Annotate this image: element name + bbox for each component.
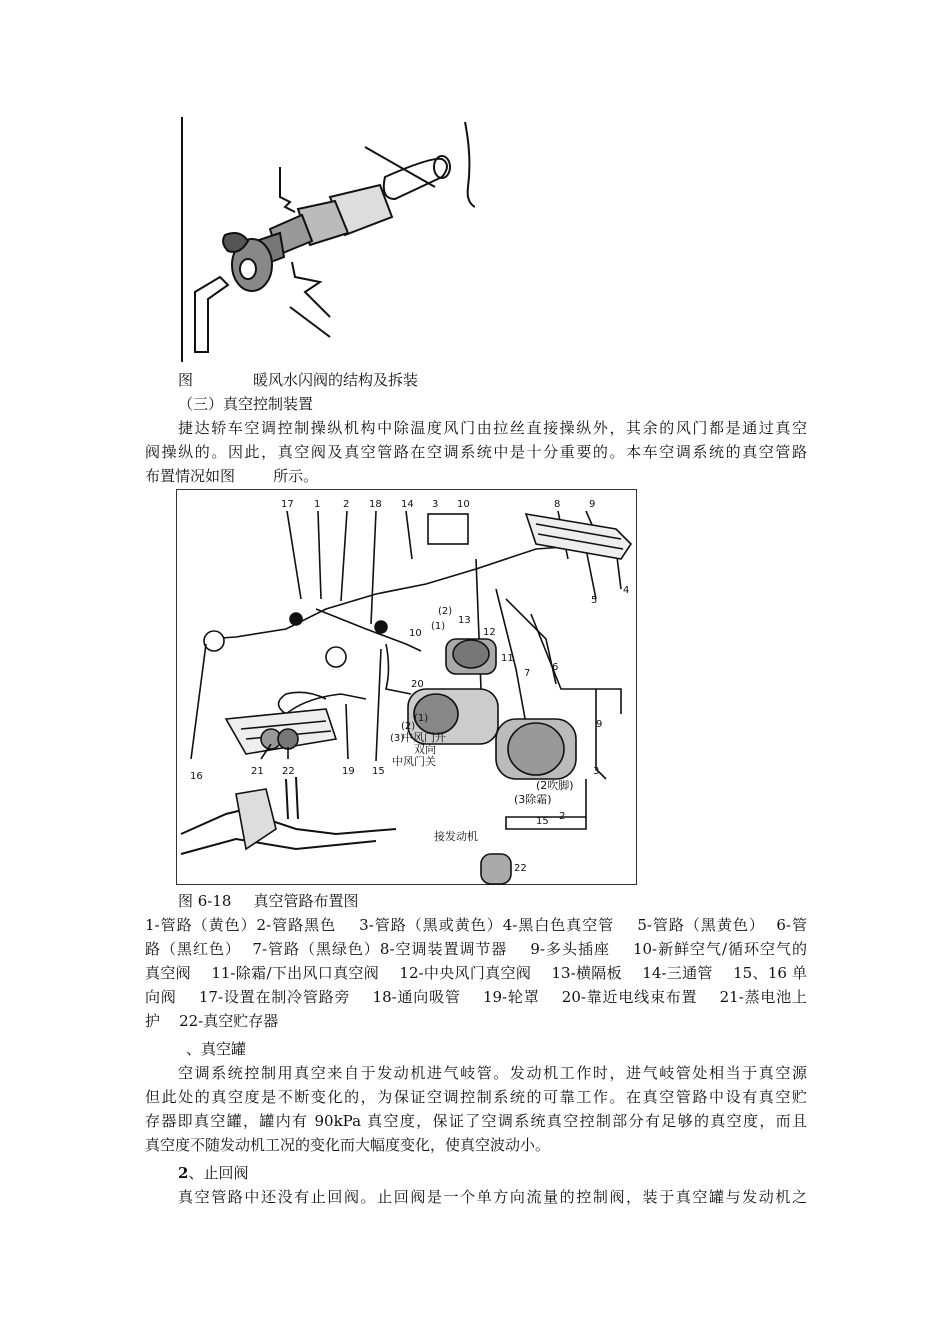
svg-text:14: 14 — [401, 499, 414, 510]
svg-text:2: 2 — [343, 499, 350, 510]
label-center-close: 中风门关 — [392, 755, 436, 768]
item2-heading-text: 、止回阀 — [188, 1164, 249, 1182]
svg-text:2: 2 — [559, 811, 566, 822]
svg-text:7: 7 — [524, 668, 531, 679]
svg-text:3: 3 — [432, 499, 439, 510]
svg-text:5: 5 — [591, 595, 598, 606]
svg-text:15: 15 — [372, 766, 385, 777]
figure2-caption-title: 真空管路布置图 — [253, 892, 359, 910]
figure1-caption-prefix: 图 — [178, 371, 194, 389]
svg-text:10: 10 — [409, 628, 422, 639]
vacuum-pipe-diagram — [176, 489, 637, 885]
svg-text:9: 9 — [596, 719, 603, 730]
svg-text:19: 19 — [342, 766, 355, 777]
svg-text:(2): (2) — [401, 721, 416, 732]
svg-text:8: 8 — [554, 499, 561, 510]
svg-text:16: 16 — [190, 771, 203, 782]
svg-text:21: 21 — [251, 766, 264, 777]
svg-text:13: 13 — [458, 615, 471, 626]
svg-text:12: 12 — [483, 627, 496, 638]
svg-text:15: 15 — [536, 816, 549, 827]
svg-text:1: 1 — [314, 499, 321, 510]
item2-heading — [178, 1161, 840, 1185]
label-dual: 双向 — [414, 743, 436, 756]
label-center-open: 中风门开 — [402, 731, 446, 744]
svg-text:9: 9 — [589, 499, 596, 510]
svg-text:(1): (1) — [414, 713, 429, 724]
legend-line-5: 护 22-真空贮存器 — [145, 1012, 279, 1030]
svg-text:(3): (3) — [390, 733, 405, 744]
svg-text:3: 3 — [593, 766, 600, 777]
intro-line-3: 布置情况如图 所示。 — [145, 467, 319, 485]
svg-text:18: 18 — [369, 499, 382, 510]
svg-text:10: 10 — [457, 499, 470, 510]
svg-text:22: 22 — [514, 863, 527, 874]
svg-text:(2): (2) — [438, 606, 453, 617]
section-heading: （三）真空控制装置 — [178, 395, 314, 413]
svg-text:(1): (1) — [431, 621, 446, 632]
svg-text:11: 11 — [501, 653, 514, 664]
svg-text:4: 4 — [623, 585, 630, 596]
item1-line-4: 真空度不随发动机工况的变化而大幅度变化，使真空波动小。 — [145, 1136, 551, 1154]
legend-line-3: 真空阀 11-除霜/下出风口真空阀 12-中央风门真空阀 13-横隔板 14-三通管 15、16 单 — [145, 964, 807, 982]
svg-text:20: 20 — [411, 679, 424, 690]
intro-line-1: 捷达轿车空调控制操纵机构中除温度风门由拉丝直接操纵外，其余的风门都是通过真空 — [178, 419, 807, 437]
item2-line-1: 真空管路中还没有止回阀。止回阀是一个单方向流量的控制阀，装于真空罐与发动机之 — [178, 1188, 807, 1206]
svg-text:22: 22 — [282, 766, 295, 777]
svg-text:6: 6 — [552, 662, 559, 673]
item2-number: 2 — [178, 1164, 189, 1182]
intro-line-2: 阀操纵的。因此，真空阀及真空管路在空调系统中是十分重要的。本车空调系统的真空管路 — [145, 443, 807, 461]
legend-line-2: 路（黑红色） 7-管路（黑绿色）8-空调装置调节器 9-多头插座 10-新鲜空气/循环空气的 — [145, 940, 807, 958]
item1-line-2: 但此处的真空度是不断变化的，为保证空调控制系统的可靠工作。在真空管路中设有真空贮 — [145, 1088, 807, 1106]
figure2-caption-number: 图 6-18 — [178, 892, 232, 910]
legend-line-4: 向阀 17-设置在制冷管路旁 18-通向吸管 19-轮罩 20-靠近电线束布置 21-蒸电池上 — [145, 988, 807, 1006]
figure1-caption-title: 暖风水闪阀的结构及拆装 — [253, 371, 419, 389]
heater-valve-figure — [180, 117, 475, 362]
label-foot: (2吹脚) — [536, 779, 574, 792]
figure1-caption — [178, 368, 840, 392]
item1-heading: 、真空罐 — [186, 1040, 247, 1058]
label-defrost: (3除霜) — [514, 793, 552, 806]
svg-text:17: 17 — [281, 499, 294, 510]
item1-line-1: 空调系统控制用真空来自于发动机进气岐管。发动机工作时，进气岐管处相当于真空源 — [178, 1064, 807, 1082]
legend-line-1: 1-管路（黄色）2-管路黑色 3-管路（黑或黄色）4-黑白色真空管 5-管路（黑黄色） 6-管 — [145, 916, 807, 934]
item1-line-3: 存器即真空罐，罐内有 90kPa 真空度，保证了空调系统真空控制部分有足够的真空度，而且 — [145, 1112, 807, 1130]
label-engine: 接发动机 — [434, 830, 478, 843]
figure2-caption — [178, 889, 840, 913]
